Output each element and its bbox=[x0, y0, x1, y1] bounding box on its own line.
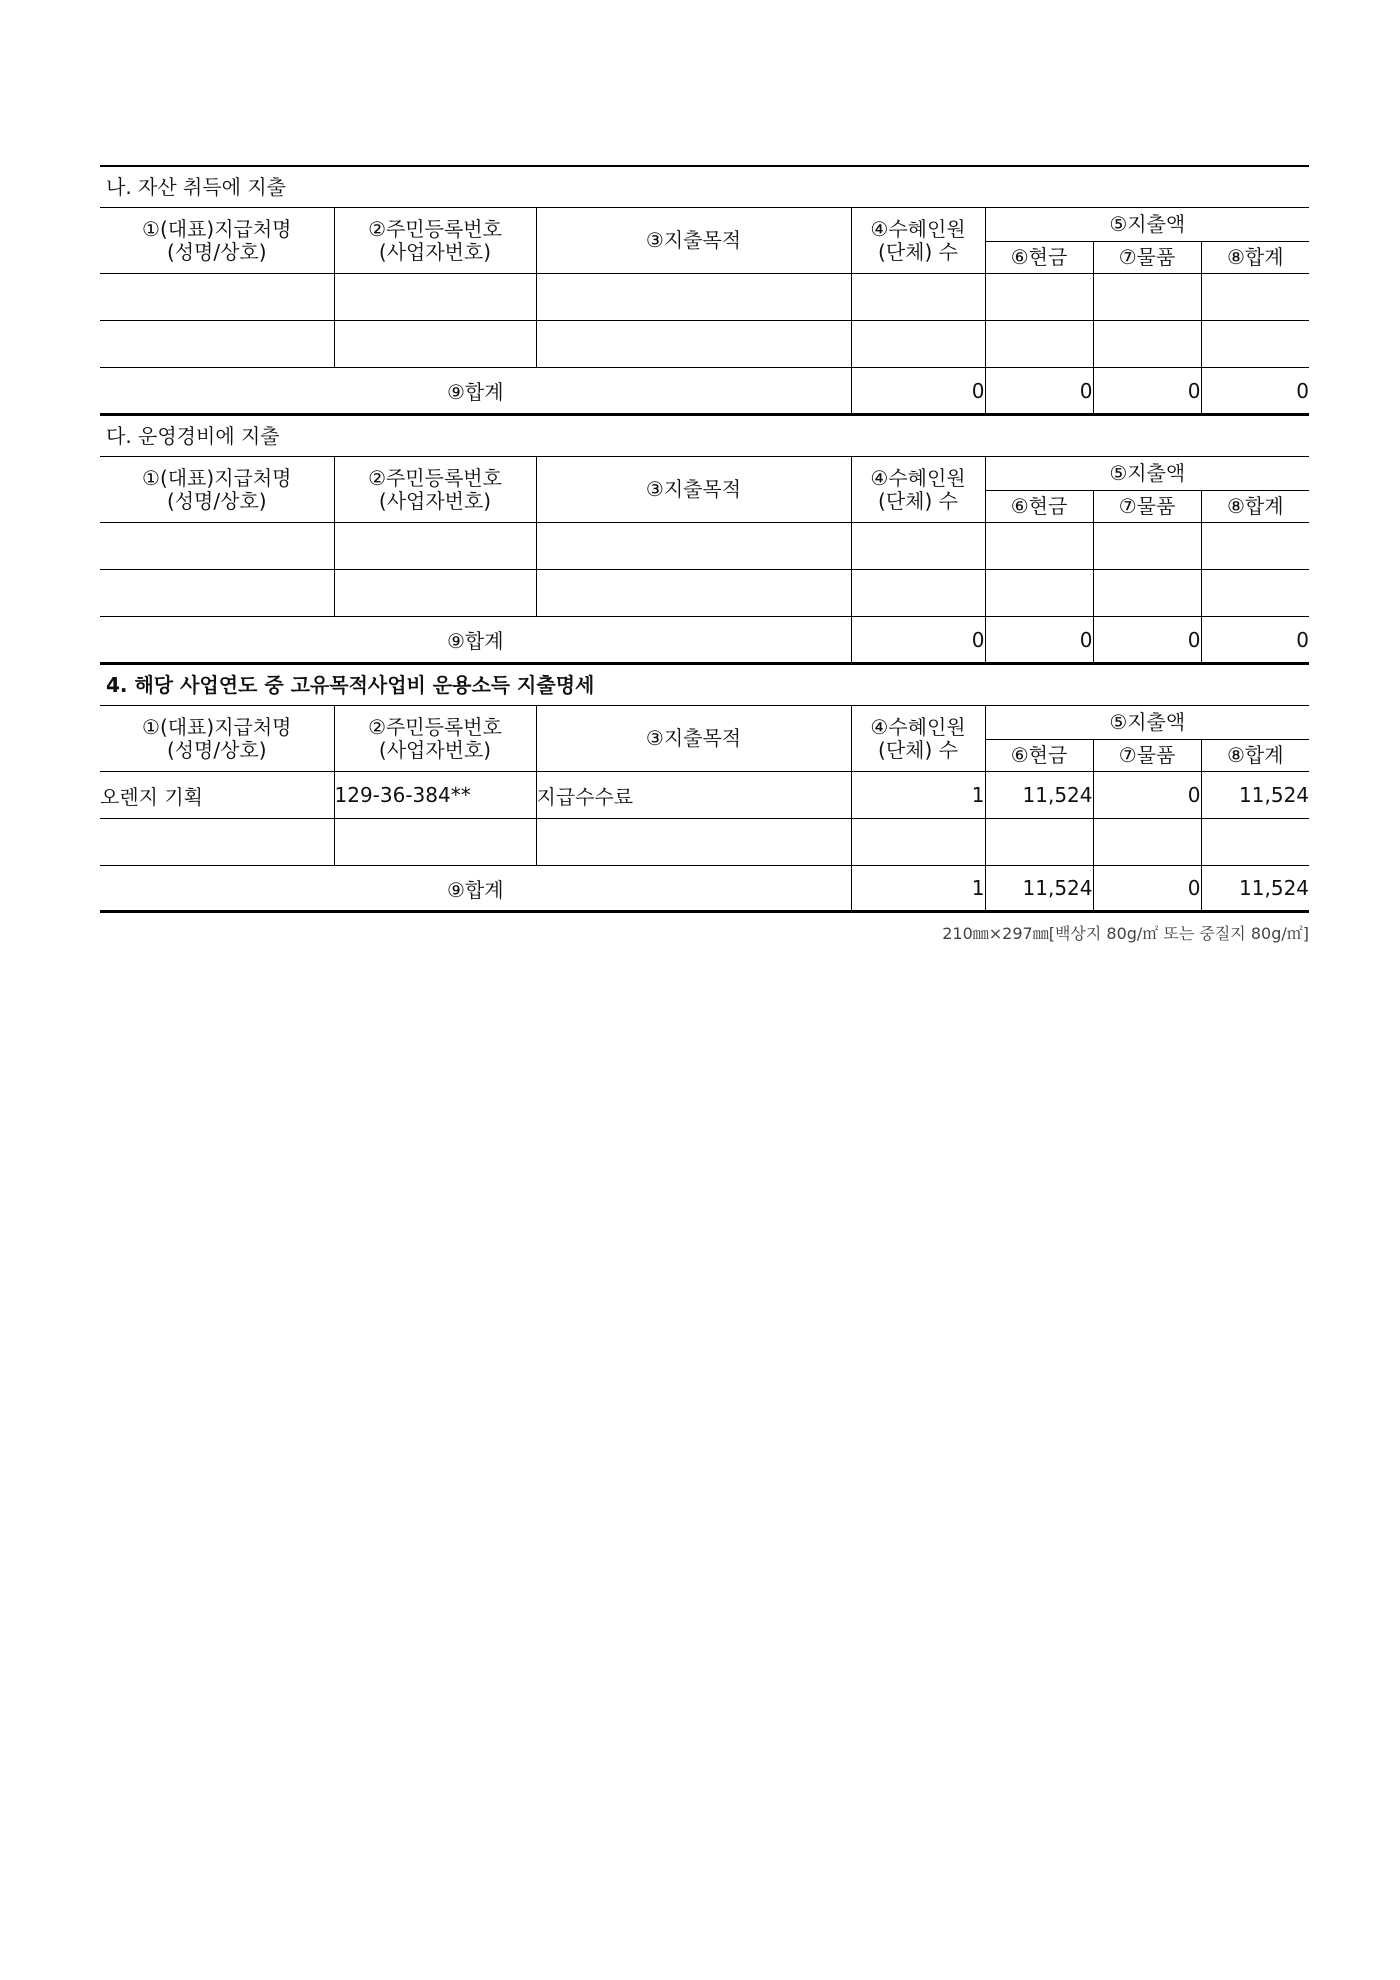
cell-goods bbox=[1093, 819, 1201, 866]
cell-beneficiaries bbox=[851, 570, 985, 617]
total-row bbox=[100, 866, 1309, 912]
header-cash: ⑥현금 bbox=[985, 740, 1093, 772]
header-payee-name: ①(대표)지급처명 (성명/상호) bbox=[100, 706, 334, 772]
header-payee-name: ①(대표)지급처명 (성명/상호) bbox=[100, 208, 334, 274]
cell-beneficiaries bbox=[851, 523, 985, 570]
cell-purpose bbox=[536, 570, 851, 617]
cell-registration-number bbox=[334, 321, 536, 368]
cell-cash bbox=[985, 570, 1093, 617]
table-row bbox=[100, 570, 1309, 617]
cell-purpose bbox=[536, 321, 851, 368]
cell-sum bbox=[1201, 819, 1309, 866]
total-sum: 0 bbox=[1201, 368, 1309, 414]
cell-beneficiaries bbox=[851, 274, 985, 321]
header-purpose: ③지출목적 bbox=[536, 208, 851, 274]
total-beneficiaries: 0 bbox=[851, 617, 985, 663]
cell-payee-name bbox=[100, 321, 334, 368]
cell-sum bbox=[1201, 321, 1309, 368]
total-label: ⑨합계 bbox=[100, 617, 851, 663]
cell-sum bbox=[1201, 570, 1309, 617]
cell-cash: 11,524 bbox=[985, 772, 1093, 819]
cell-payee-name bbox=[100, 819, 334, 866]
section-title: 나. 자산 취득에 지출 bbox=[106, 175, 286, 199]
expense-table bbox=[100, 705, 1309, 913]
cell-goods bbox=[1093, 274, 1201, 321]
cell-payee-name bbox=[100, 523, 334, 570]
section-operating-expenses bbox=[100, 414, 1309, 663]
cell-beneficiaries: 1 bbox=[851, 772, 985, 819]
header-registration-number: ②주민등록번호 (사업자번호) bbox=[334, 706, 536, 772]
total-goods: 0 bbox=[1093, 368, 1201, 414]
total-label: ⑨합계 bbox=[100, 368, 851, 414]
header-amount: ⑤지출액 bbox=[985, 457, 1309, 491]
header-amount: ⑤지출액 bbox=[985, 706, 1309, 740]
section-title: 다. 운영경비에 지출 bbox=[106, 424, 280, 448]
form-page bbox=[100, 165, 1309, 913]
section-title: 4. 해당 사업연도 중 고유목적사업비 운용소득 지출명세 bbox=[106, 673, 595, 697]
header-cash: ⑥현금 bbox=[985, 242, 1093, 274]
header-sum: ⑧합계 bbox=[1201, 491, 1309, 523]
total-sum: 0 bbox=[1201, 617, 1309, 663]
total-goods: 0 bbox=[1093, 866, 1201, 912]
cell-registration-number bbox=[334, 819, 536, 866]
cell-payee-name bbox=[100, 570, 334, 617]
table-row bbox=[100, 772, 1309, 819]
total-beneficiaries: 0 bbox=[851, 368, 985, 414]
cell-beneficiaries bbox=[851, 819, 985, 866]
cell-purpose bbox=[536, 523, 851, 570]
total-row bbox=[100, 617, 1309, 663]
total-cash: 11,524 bbox=[985, 866, 1093, 912]
cell-payee-name: 오렌지 기획 bbox=[100, 772, 334, 819]
header-purpose: ③지출목적 bbox=[536, 706, 851, 772]
cell-goods bbox=[1093, 570, 1201, 617]
cell-registration-number: 129-36-384** bbox=[334, 772, 536, 819]
cell-cash bbox=[985, 819, 1093, 866]
total-sum: 11,524 bbox=[1201, 866, 1309, 912]
header-amount: ⑤지출액 bbox=[985, 208, 1309, 242]
header-goods: ⑦물품 bbox=[1093, 491, 1201, 523]
total-beneficiaries: 1 bbox=[851, 866, 985, 912]
cell-purpose bbox=[536, 819, 851, 866]
cell-registration-number bbox=[334, 274, 536, 321]
cell-payee-name bbox=[100, 274, 334, 321]
cell-purpose: 지급수수료 bbox=[536, 772, 851, 819]
table-row bbox=[100, 819, 1309, 866]
table-row bbox=[100, 274, 1309, 321]
cell-sum: 11,524 bbox=[1201, 772, 1309, 819]
cell-sum bbox=[1201, 523, 1309, 570]
cell-purpose bbox=[536, 274, 851, 321]
header-beneficiaries: ④수혜인원 (단체) 수 bbox=[851, 208, 985, 274]
header-sum: ⑧합계 bbox=[1201, 740, 1309, 772]
expense-table bbox=[100, 456, 1309, 663]
cell-registration-number bbox=[334, 523, 536, 570]
cell-goods: 0 bbox=[1093, 772, 1201, 819]
expense-table bbox=[100, 207, 1309, 414]
cell-goods bbox=[1093, 321, 1201, 368]
paper-spec-note: 210㎜×297㎜[백상지 80g/㎡ 또는 중질지 80g/㎡] bbox=[942, 924, 1309, 943]
section-operating-income-expenditure bbox=[100, 663, 1309, 913]
total-cash: 0 bbox=[985, 368, 1093, 414]
cell-cash bbox=[985, 274, 1093, 321]
header-cash: ⑥현금 bbox=[985, 491, 1093, 523]
header-registration-number: ②주민등록번호 (사업자번호) bbox=[334, 208, 536, 274]
cell-cash bbox=[985, 523, 1093, 570]
header-purpose: ③지출목적 bbox=[536, 457, 851, 523]
total-cash: 0 bbox=[985, 617, 1093, 663]
cell-beneficiaries bbox=[851, 321, 985, 368]
table-row bbox=[100, 321, 1309, 368]
total-row bbox=[100, 368, 1309, 414]
header-goods: ⑦물품 bbox=[1093, 242, 1201, 274]
cell-cash bbox=[985, 321, 1093, 368]
total-goods: 0 bbox=[1093, 617, 1201, 663]
header-payee-name: ①(대표)지급처명 (성명/상호) bbox=[100, 457, 334, 523]
cell-goods bbox=[1093, 523, 1201, 570]
header-registration-number: ②주민등록번호 (사업자번호) bbox=[334, 457, 536, 523]
header-beneficiaries: ④수혜인원 (단체) 수 bbox=[851, 457, 985, 523]
section-asset-acquisition bbox=[100, 165, 1309, 414]
header-sum: ⑧합계 bbox=[1201, 242, 1309, 274]
cell-registration-number bbox=[334, 570, 536, 617]
table-row bbox=[100, 523, 1309, 570]
header-beneficiaries: ④수혜인원 (단체) 수 bbox=[851, 706, 985, 772]
cell-sum bbox=[1201, 274, 1309, 321]
header-goods: ⑦물품 bbox=[1093, 740, 1201, 772]
total-label: ⑨합계 bbox=[100, 866, 851, 912]
